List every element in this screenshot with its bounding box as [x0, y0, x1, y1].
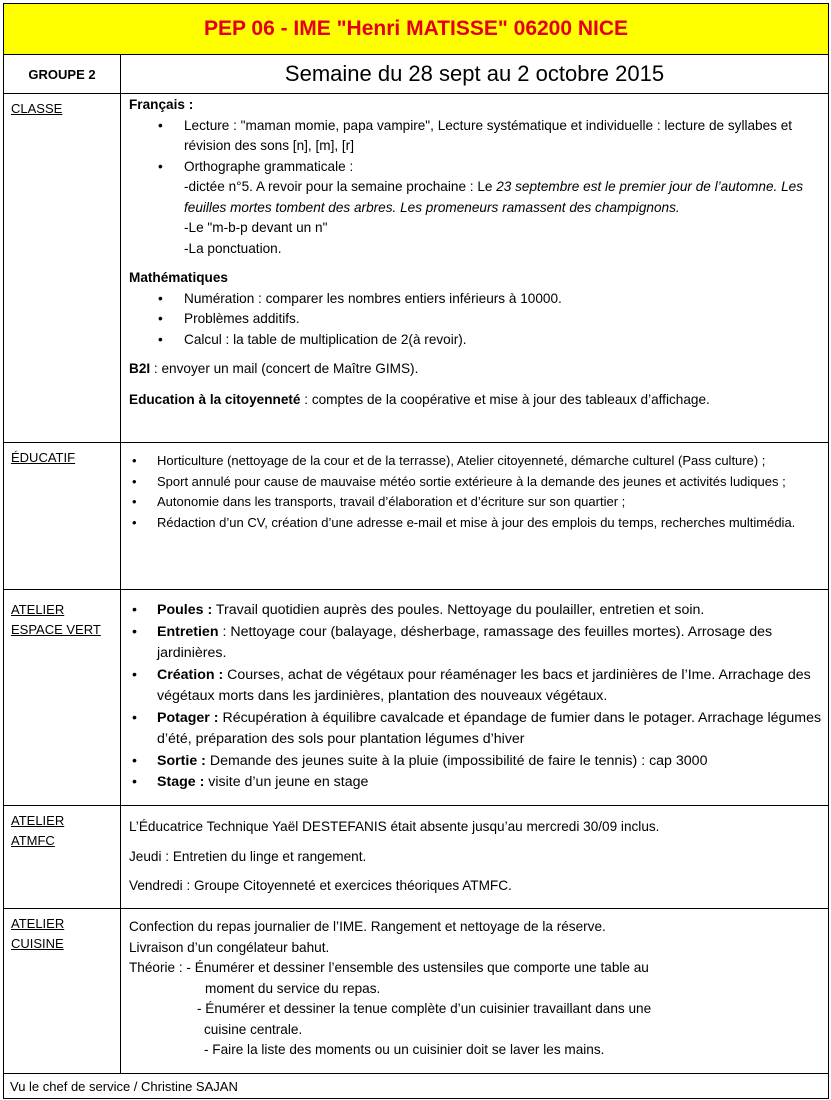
atmfc-label-1: ATELIER [11, 813, 65, 828]
footer-row [4, 1074, 829, 1099]
atmfc-line: Vendredi : Groupe Citoyenneté et exercices théoriques ATMFC. [129, 878, 512, 893]
cuisine-label [4, 909, 121, 1074]
b2i-text: : envoyer un mail (concert de Maître GIMS). [150, 361, 419, 376]
francais-title: Français : [129, 97, 194, 112]
list-item [129, 622, 822, 665]
math-title: Mathématiques [129, 270, 228, 285]
espace-vert-list [129, 600, 822, 794]
item-title: Potager : [157, 709, 219, 726]
document-title: PEP 06 - IME "Henri MATISSE" 06200 NICE [203, 17, 629, 40]
item-text: : Nettoyage cour (balayage, désherbage, ramassage des feuilles mortes). Arrosage des jardinières. [157, 623, 773, 661]
atmfc-line: Jeudi : Entretien du linge et rangement. [129, 848, 367, 864]
list-item [129, 665, 822, 708]
weekly-report-table [3, 3, 829, 1099]
educatif-label-text: ÉDUCATIF [11, 450, 76, 465]
group-label: GROUPE 2 [4, 55, 121, 94]
dictee-text [129, 177, 822, 218]
list-item: • Calcul : la table de multiplication de 2(à revoir). [129, 330, 822, 351]
cuisine-row [4, 909, 829, 1074]
cuisine-line: Confection du repas journalier de l’IME. Rangement et nettoyage de la réserve. [129, 919, 606, 934]
espace-vert-label-1: ATELIER [11, 602, 65, 617]
list-item: • Problèmes additifs. [129, 309, 822, 330]
educatif-label [4, 443, 121, 590]
espace-vert-content [121, 590, 829, 806]
list-item: • Horticulture (nettoyage de la cour et de la terrasse), Atelier citoyenneté, démarche culturel (Pass culture) ; [129, 451, 822, 472]
item-text: Demande des jeunes suite à la pluie (impossibilité de faire le tennis) : cap 3000 [205, 752, 708, 769]
classe-row [4, 94, 829, 443]
footer-signature: Vu le chef de service / Christine SAJAN [4, 1074, 829, 1099]
b2i-line [129, 359, 822, 380]
title-row [4, 4, 829, 55]
espace-vert-row [4, 590, 829, 806]
item-title: Poules : [157, 602, 213, 618]
atmfc-row [4, 806, 829, 909]
francais-list [129, 116, 822, 178]
title-cell [4, 4, 829, 55]
list-item [129, 772, 822, 794]
list-item [129, 708, 822, 751]
classe-label-text: CLASSE [11, 101, 63, 116]
list-item: • Numération : comparer les nombres entiers inférieurs à 10000. [129, 289, 822, 310]
item-text: visite d’un jeune en stage [204, 774, 369, 790]
item-text: Courses, achat de végétaux pour réaménager les bacs et jardinières de l’Ime. Arrachage des végétaux morts dans les jardinières, plantation des nouveaux végétaux. [157, 666, 811, 704]
cuisine-theorie-line: - Énumérer et dessiner la tenue complète d’un cuisinier travaillant dans une [197, 1001, 652, 1016]
civic-line [129, 390, 822, 411]
item-text: Travail quotidien auprès des poules. Nettoyage du poulailler, entretien et soin. [212, 602, 705, 618]
item-text: Récupération à équilibre cavalcade et épandage de fumier dans le potager. Arrachage légumes d’été, préparation des sols pour plantation légumes d’hiver [157, 709, 822, 747]
cuisine-label-2: CUISINE [11, 936, 64, 951]
atmfc-label-2: ATMFC [11, 833, 55, 848]
list-item [129, 751, 822, 773]
civic-title: Education à la citoyenneté [129, 391, 301, 407]
list-item: • Rédaction d’un CV, création d’une adresse e-mail et mise à jour des emplois du temps, recherches multimédia. [129, 513, 822, 534]
cuisine-theorie-line: - Faire la liste des moments ou un cuisinier doit se laver les mains. [204, 1042, 605, 1057]
atmfc-content [121, 806, 829, 909]
dictee-prefix: -dictée n°5. A revoir pour la semaine prochaine : Le [184, 179, 497, 194]
item-title: Entretien [157, 623, 219, 640]
educatif-content [121, 443, 829, 590]
cuisine-theorie-line: moment du service du repas. [205, 980, 381, 996]
cuisine-line: Livraison d’un congélateur bahut. [129, 939, 330, 955]
week-title: Semaine du 28 sept au 2 octobre 2015 [121, 55, 829, 94]
atmfc-line: L’Éducatrice Technique Yaël DESTEFANIS était absente jusqu’au mercredi 30/09 inclus. [129, 819, 660, 834]
item-title: Stage : [157, 774, 205, 790]
week-row [4, 55, 829, 94]
list-item [129, 157, 822, 178]
list-item [129, 600, 822, 622]
educatif-row [4, 443, 829, 590]
list-item: • Lecture : "maman momie, papa vampire", Lecture systématique et individuelle : lecture de syllabes et révision des sons [n], [m], [r] [129, 116, 822, 157]
list-item: • Sport annulé pour cause de mauvaise météo sortie extérieure à la demande des jeunes et activités ludiques ; [129, 472, 822, 493]
cuisine-theorie-line: cuisine centrale. [204, 1021, 303, 1037]
cuisine-theorie-line: Théorie : - Énumérer et dessiner l’ensemble des ustensiles que comporte une table au [129, 960, 649, 975]
mbp-text: -Le "m-b-p devant un n" [184, 220, 328, 235]
cuisine-label-1: ATELIER [11, 916, 65, 931]
classe-content [121, 94, 829, 443]
espace-vert-label-2: ESPACE VERT [11, 622, 101, 637]
educatif-list [129, 451, 822, 533]
cuisine-content [121, 909, 829, 1074]
list-item: • Autonomie dans les transports, travail d’élaboration et d’écriture sur son quartier ; [129, 492, 822, 513]
atmfc-label [4, 806, 121, 909]
math-list [129, 289, 822, 351]
espace-vert-label [4, 590, 121, 806]
item-title: Sortie : [157, 752, 206, 769]
ortho-title: Orthographe grammaticale : [184, 158, 354, 174]
dictee-italic: 23 septembre est le premier jour de l’automne. Les feuilles mortes tombent des arbres. Les promeneurs ramassent des champignons. [184, 179, 804, 215]
civic-text: : comptes de la coopérative et mise à jour des tableaux d’affichage. [300, 391, 710, 407]
b2i-title: B2I [129, 361, 151, 376]
ponctuation-text: -La ponctuation. [184, 240, 282, 256]
classe-label [4, 94, 121, 443]
item-title: Création : [157, 666, 224, 683]
